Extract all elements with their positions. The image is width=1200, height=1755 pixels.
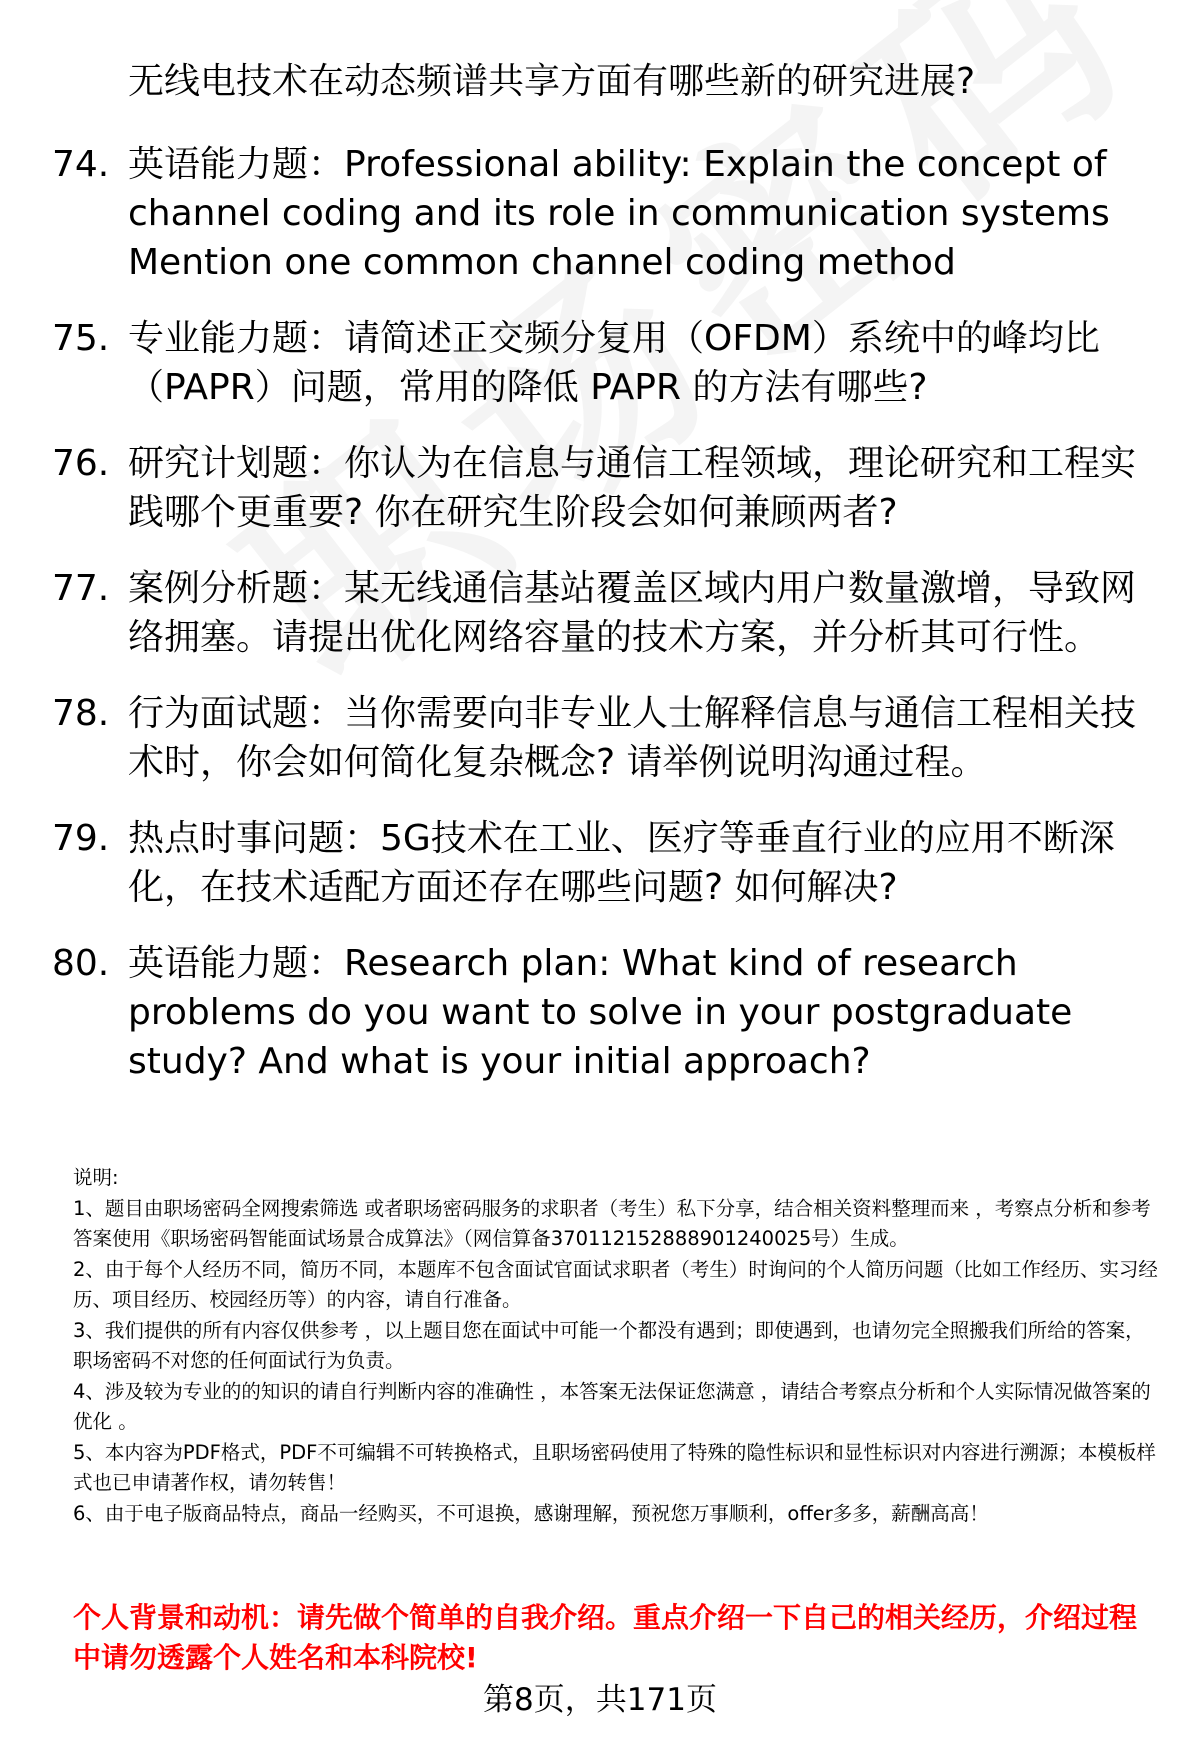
question-item — [52, 140, 1162, 287]
note-item: 4、涉及较为专业的的知识的请自行判断内容的准确性 ，本答案无法保证您满意 ，请结合考察点分析和个人实际情况做答案的优化 。 — [73, 1379, 1151, 1433]
question-text: 英语能力题：Professional ability: Explain the concept of channel coding and its role in communication systems Mention one common channel coding method — [128, 144, 1110, 283]
question-text: 专业能力题：请简述正交频分复用（OFDM）系统中的峰均比（PAPR）问题，常用的降低 PAPR 的方法有哪些? — [128, 318, 1100, 408]
question-number: 80. — [52, 943, 110, 984]
question-text: 研究计划题：你认为在信息与通信工程领域，理论研究和工程实践哪个更重要? 你在研究生阶段会如何兼顾两者? — [128, 443, 1137, 533]
question-list — [52, 140, 1162, 1113]
notes-section — [73, 1163, 1158, 1529]
question-number: 75. — [52, 318, 110, 359]
note-item: 6、由于电子版商品特点，商品一经购买，不可退换，感谢理解，预祝您万事顺利，offer多多，薪酬高高！ — [73, 1501, 989, 1525]
highlight-prompt: 个人背景和动机：请先做个简单的自我介绍。重点介绍一下自己的相关经历，介绍过程中请勿透露个人姓名和本科院校! — [73, 1601, 1138, 1674]
page-number: 第8页，共171页 — [483, 1682, 717, 1718]
note-item: 2、由于每个人经历不同，简历不同，本题库不包含面试官面试求职者（考生）时询问的个人简历问题（比如工作经历、实习经历、项目经历、校园经历等）的内容，请自行准备。 — [73, 1257, 1158, 1311]
notes-heading: 说明: — [73, 1166, 119, 1189]
question-number: 74. — [52, 144, 110, 185]
question-text: 案例分析题：某无线通信基站覆盖区域内用户数量激增，导致网络拥塞。请提出优化网络容量的技术方案，并分析其可行性。 — [128, 568, 1137, 658]
question-item — [52, 564, 1162, 662]
question-item — [52, 439, 1162, 537]
question-number: 78. — [52, 693, 110, 734]
question-text: 英语能力题：Research plan: What kind of research problems do you want to solve in your postgraduate study? And what is your initial approach? — [128, 943, 1073, 1082]
note-item: 3、我们提供的所有内容仅供参考 ，以上题目您在面试中可能一个都没有遇到；即使遇到，也请勿完全照搬我们所给的答案，职场密码不对您的任何面试行为负责。 — [73, 1318, 1145, 1372]
note-item: 1、题目由职场密码全网搜索筛选 或者职场密码服务的求职者（考生）私下分享，结合相关资料整理而来 ，考察点分析和参考答案使用《职场密码智能面试场景合成算法》（网信算备370112152888901240025号）生成。 — [73, 1196, 1151, 1250]
question-text: 行为面试题：当你需要向非专业人士解释信息与通信工程相关技术时，你会如何简化复杂概念? 请举例说明沟通过程。 — [128, 693, 1137, 783]
question-item — [52, 939, 1162, 1086]
question-item — [52, 814, 1162, 912]
question-text: 热点时事问题：5G技术在工业、医疗等垂直行业的应用不断深化，在技术适配方面还存在哪些问题? 如何解决? — [128, 818, 1115, 908]
question-item — [52, 689, 1162, 787]
continued-question-text: 无线电技术在动态频谱共享方面有哪些新的研究进展? — [128, 61, 976, 102]
question-item — [52, 314, 1162, 412]
question-number: 76. — [52, 443, 110, 484]
note-item: 5、本内容为PDF格式，PDF不可编辑不可转换格式，且职场密码使用了特殊的隐性标识和显性标识对内容进行溯源；本模板样式也已申请著作权，请勿转售！ — [73, 1440, 1156, 1494]
question-number: 79. — [52, 818, 110, 859]
question-number: 77. — [52, 568, 110, 609]
